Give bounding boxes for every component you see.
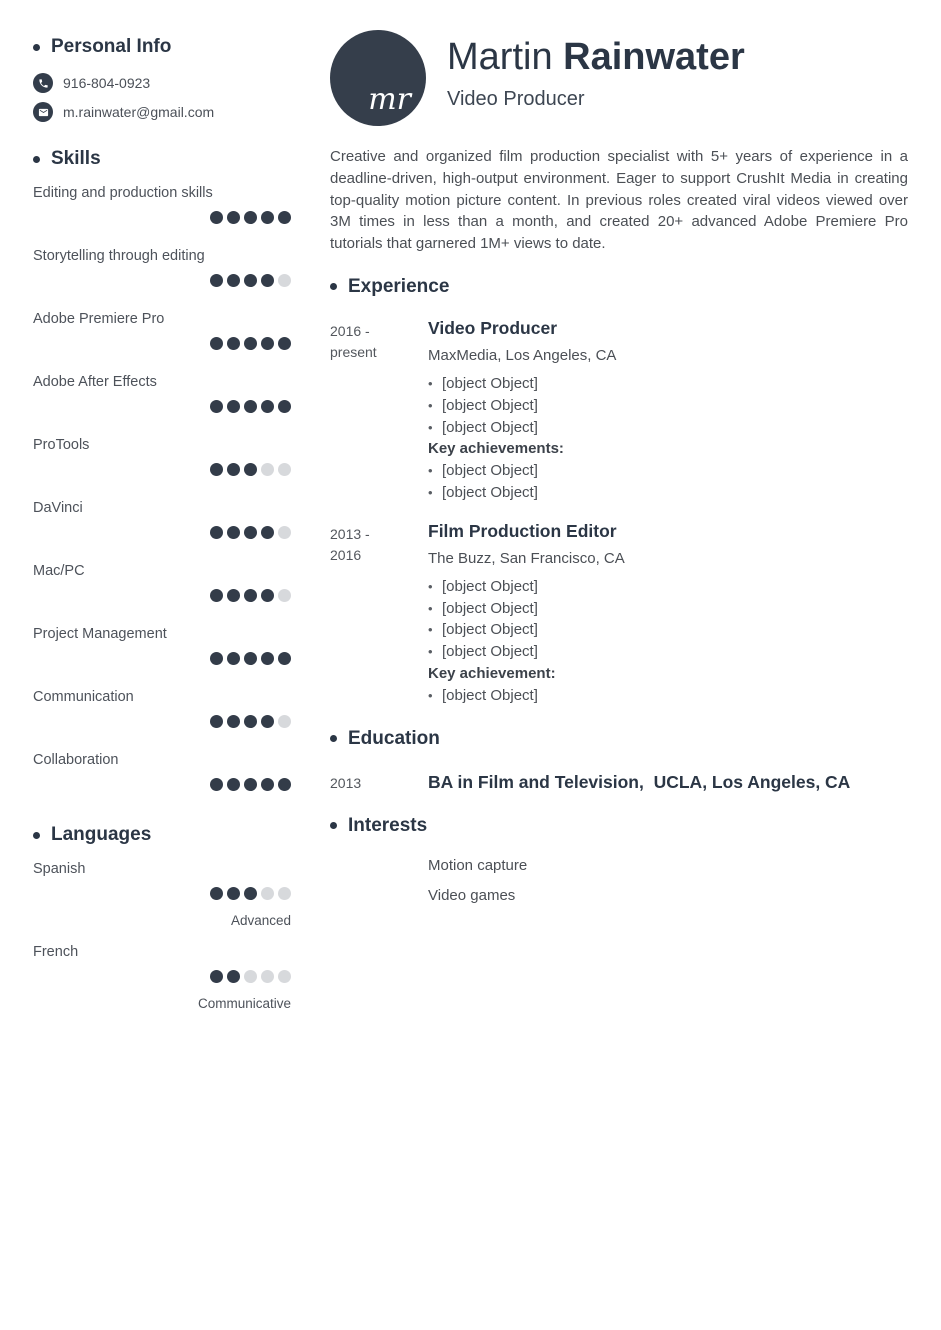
skill-item [33, 374, 291, 420]
phone-number: 916-804-0923 [63, 75, 151, 91]
language-level-name: Advanced [230, 913, 291, 928]
rating-dot-filled [261, 211, 274, 224]
experience-bullet-text: [object Object] [442, 374, 538, 392]
rating-dot-filled [210, 970, 223, 983]
rating-dot-filled [227, 274, 240, 287]
experience-bullet-text: [object Object] [442, 418, 538, 436]
skill-rating-dots [33, 589, 291, 609]
skill-rating-dots [33, 526, 291, 546]
education-date: 2013 [330, 774, 362, 791]
rating-dot-filled [227, 526, 240, 539]
skill-item [33, 500, 291, 546]
rating-dot-filled [227, 400, 240, 413]
rating-dot-filled [261, 715, 274, 728]
achievement-bullet [428, 482, 908, 504]
interest-item: Video games [428, 886, 516, 904]
experience-bullet [428, 395, 908, 417]
experience-entry [330, 521, 908, 707]
education-heading [330, 728, 908, 750]
experience-bullet-text: [object Object] [442, 643, 538, 661]
interest-item: Motion capture [428, 856, 528, 874]
experience-bullet [428, 619, 908, 641]
experience-content [428, 521, 908, 707]
skill-rating-dots [33, 778, 291, 798]
person-job-title: Video Producer [447, 88, 585, 110]
rating-dot-filled [244, 526, 257, 539]
rating-dot-empty [278, 274, 291, 287]
education-degree: BA in Film and Television, UCLA, Los Angeles, CA [428, 771, 851, 792]
rating-dot-empty [278, 970, 291, 983]
experience-bullet-text: [object Object] [442, 396, 538, 414]
skill-rating-dots [33, 400, 291, 420]
sidebar [33, 36, 291, 1027]
rating-dot-filled [244, 589, 257, 602]
personal-info-section [33, 36, 291, 122]
email-icon [33, 102, 53, 122]
bullet-icon [33, 156, 40, 163]
rating-dot-filled [261, 400, 274, 413]
list-bullet-icon: • [428, 687, 433, 703]
date-to: present [330, 343, 377, 360]
rating-dot-filled [227, 337, 240, 350]
experience-bullet [428, 641, 908, 663]
skill-item [33, 752, 291, 798]
list-bullet-icon: • [428, 463, 433, 479]
rating-dot-filled [210, 211, 223, 224]
languages-heading [33, 824, 291, 846]
rating-dot-empty [278, 715, 291, 728]
rating-dot-empty [278, 463, 291, 476]
experience-heading [330, 276, 908, 298]
rating-dot-filled [244, 211, 257, 224]
skill-label: Storytelling through editing [33, 248, 205, 264]
rating-dot-filled [261, 778, 274, 791]
experience-job-title: Film Production Editor [428, 520, 617, 541]
rating-dot-filled [227, 589, 240, 602]
experience-bullet-text: [object Object] [442, 599, 538, 617]
skill-item [33, 563, 291, 609]
first-name: Martin [447, 36, 553, 78]
skill-rating-dots [33, 337, 291, 357]
achievements-label: Key achievement: [428, 664, 556, 682]
rating-dot-filled [244, 778, 257, 791]
experience-bullet-text: [object Object] [442, 621, 538, 639]
list-bullet-icon: • [428, 600, 433, 616]
interests-heading-label: Interests [348, 814, 428, 836]
bullet-icon [33, 44, 40, 51]
list-bullet-icon: • [428, 484, 433, 500]
list-bullet-icon: • [428, 375, 433, 391]
rating-dot-filled [244, 400, 257, 413]
experience-dates [330, 318, 428, 504]
skill-item [33, 185, 291, 231]
skill-rating-dots [33, 274, 291, 294]
resume-header [330, 30, 908, 126]
rating-dot-filled [261, 589, 274, 602]
skill-rating-dots [33, 463, 291, 483]
name-block [447, 30, 745, 111]
experience-bullet-list [428, 373, 908, 438]
experience-bullet [428, 598, 908, 620]
skill-item [33, 311, 291, 357]
rating-dot-filled [278, 211, 291, 224]
experience-bullet [428, 576, 908, 598]
experience-company: The Buzz, San Francisco, CA [428, 549, 625, 567]
achievements-label: Key achievements: [428, 440, 564, 458]
bullet-icon [330, 735, 337, 742]
rating-dot-filled [278, 652, 291, 665]
rating-dot-filled [244, 337, 257, 350]
list-bullet-icon: • [428, 397, 433, 413]
personal-info-heading [33, 36, 291, 58]
rating-dot-filled [244, 715, 257, 728]
rating-dot-filled [210, 778, 223, 791]
rating-dot-empty [278, 589, 291, 602]
professional-summary: Creative and organized film production specialist with 5+ years of experience in a deadline-driven, high-output environment. Eager to support CrushIt Media in creating top-quality motion picture content. In previous roles created viral videos viewed over 3M times in less than a month, and created 20+ advanced Adobe Premiere Pro tutorials that garnered 1M+ views to date. [330, 148, 908, 253]
skill-item [33, 248, 291, 294]
achievements-list [428, 460, 908, 504]
experience-content [428, 318, 908, 504]
rating-dot-filled [261, 652, 274, 665]
experience-dates [330, 521, 428, 707]
rating-dot-empty [261, 463, 274, 476]
experience-heading-label: Experience [348, 275, 450, 297]
rating-dot-empty [261, 970, 274, 983]
interests-list [330, 857, 908, 905]
rating-dot-filled [227, 970, 240, 983]
phone-row [33, 73, 291, 93]
achievement-bullet-text: [object Object] [442, 483, 538, 501]
skill-item [33, 626, 291, 672]
rating-dot-filled [278, 778, 291, 791]
achievement-bullet [428, 685, 908, 707]
bullet-icon [330, 822, 337, 829]
bullet-icon [33, 832, 40, 839]
skill-label: Adobe After Effects [33, 374, 157, 390]
language-rating-dots [33, 887, 291, 907]
email-address: m.rainwater@gmail.com [63, 104, 215, 120]
rating-dot-filled [278, 400, 291, 413]
rating-dot-filled [278, 337, 291, 350]
skill-rating-dots [33, 715, 291, 735]
rating-dot-filled [210, 589, 223, 602]
avatar [330, 30, 426, 126]
rating-dot-filled [244, 652, 257, 665]
rating-dot-filled [227, 211, 240, 224]
avatar-initials: mr [368, 82, 411, 117]
last-name: Rainwater [563, 36, 745, 78]
phone-icon [33, 73, 53, 93]
experience-bullet-text: [object Object] [442, 577, 538, 595]
rating-dot-empty [278, 526, 291, 539]
date-to: 2016 [330, 546, 362, 563]
date-from: 2016 - [330, 322, 370, 339]
main-column [330, 30, 908, 917]
language-label: Spanish [33, 861, 86, 877]
rating-dot-filled [227, 887, 240, 900]
rating-dot-filled [244, 463, 257, 476]
list-bullet-icon: • [428, 622, 433, 638]
email-row [33, 102, 291, 122]
rating-dot-filled [227, 463, 240, 476]
rating-dot-filled [244, 887, 257, 900]
achievements-list [428, 685, 908, 707]
rating-dot-filled [210, 652, 223, 665]
list-bullet-icon: • [428, 578, 433, 594]
rating-dot-filled [261, 526, 274, 539]
achievement-bullet-text: [object Object] [442, 462, 538, 480]
languages-heading-label: Languages [51, 824, 152, 845]
skill-label: Adobe Premiere Pro [33, 311, 165, 327]
experience-bullet [428, 417, 908, 439]
date-from: 2013 - [330, 525, 370, 542]
skill-label: Communication [33, 689, 134, 705]
rating-dot-filled [210, 715, 223, 728]
rating-dot-filled [244, 274, 257, 287]
bullet-icon [330, 283, 337, 290]
skills-heading [33, 148, 291, 170]
rating-dot-empty [244, 970, 257, 983]
achievement-bullet-text: [object Object] [442, 686, 538, 704]
list-bullet-icon: • [428, 644, 433, 660]
skill-rating-dots [33, 211, 291, 231]
personal-info-heading-label: Personal Info [51, 36, 172, 57]
experience-bullet-list [428, 576, 908, 663]
skills-heading-label: Skills [51, 148, 101, 169]
rating-dot-filled [227, 778, 240, 791]
language-label: French [33, 944, 79, 960]
rating-dot-empty [278, 887, 291, 900]
list-bullet-icon: • [428, 419, 433, 435]
rating-dot-filled [227, 652, 240, 665]
language-level-name: Communicative [197, 996, 291, 1011]
rating-dot-filled [210, 274, 223, 287]
skill-label: DaVinci [33, 500, 83, 516]
language-rating-dots [33, 970, 291, 990]
rating-dot-filled [261, 337, 274, 350]
education-entry [330, 770, 908, 794]
person-name [447, 35, 745, 79]
skill-label: Mac/PC [33, 563, 85, 579]
rating-dot-filled [210, 337, 223, 350]
skill-item [33, 689, 291, 735]
education-heading-label: Education [348, 727, 440, 749]
language-item [33, 861, 291, 929]
language-item [33, 944, 291, 1012]
skills-section [33, 148, 291, 798]
rating-dot-filled [210, 463, 223, 476]
skill-label: ProTools [33, 437, 90, 453]
languages-section [33, 824, 291, 1012]
rating-dot-filled [210, 400, 223, 413]
skill-rating-dots [33, 652, 291, 672]
experience-job-title: Video Producer [428, 317, 558, 338]
rating-dot-filled [227, 715, 240, 728]
experience-company: MaxMedia, Los Angeles, CA [428, 346, 617, 364]
achievement-bullet [428, 460, 908, 482]
experience-entry [330, 318, 908, 504]
skill-label: Collaboration [33, 752, 119, 768]
rating-dot-filled [210, 887, 223, 900]
skill-label: Project Management [33, 626, 167, 642]
skill-item [33, 437, 291, 483]
rating-dot-filled [210, 526, 223, 539]
interests-heading [330, 815, 908, 837]
rating-dot-empty [261, 887, 274, 900]
experience-bullet [428, 373, 908, 395]
rating-dot-filled [261, 274, 274, 287]
skill-label: Editing and production skills [33, 185, 213, 201]
